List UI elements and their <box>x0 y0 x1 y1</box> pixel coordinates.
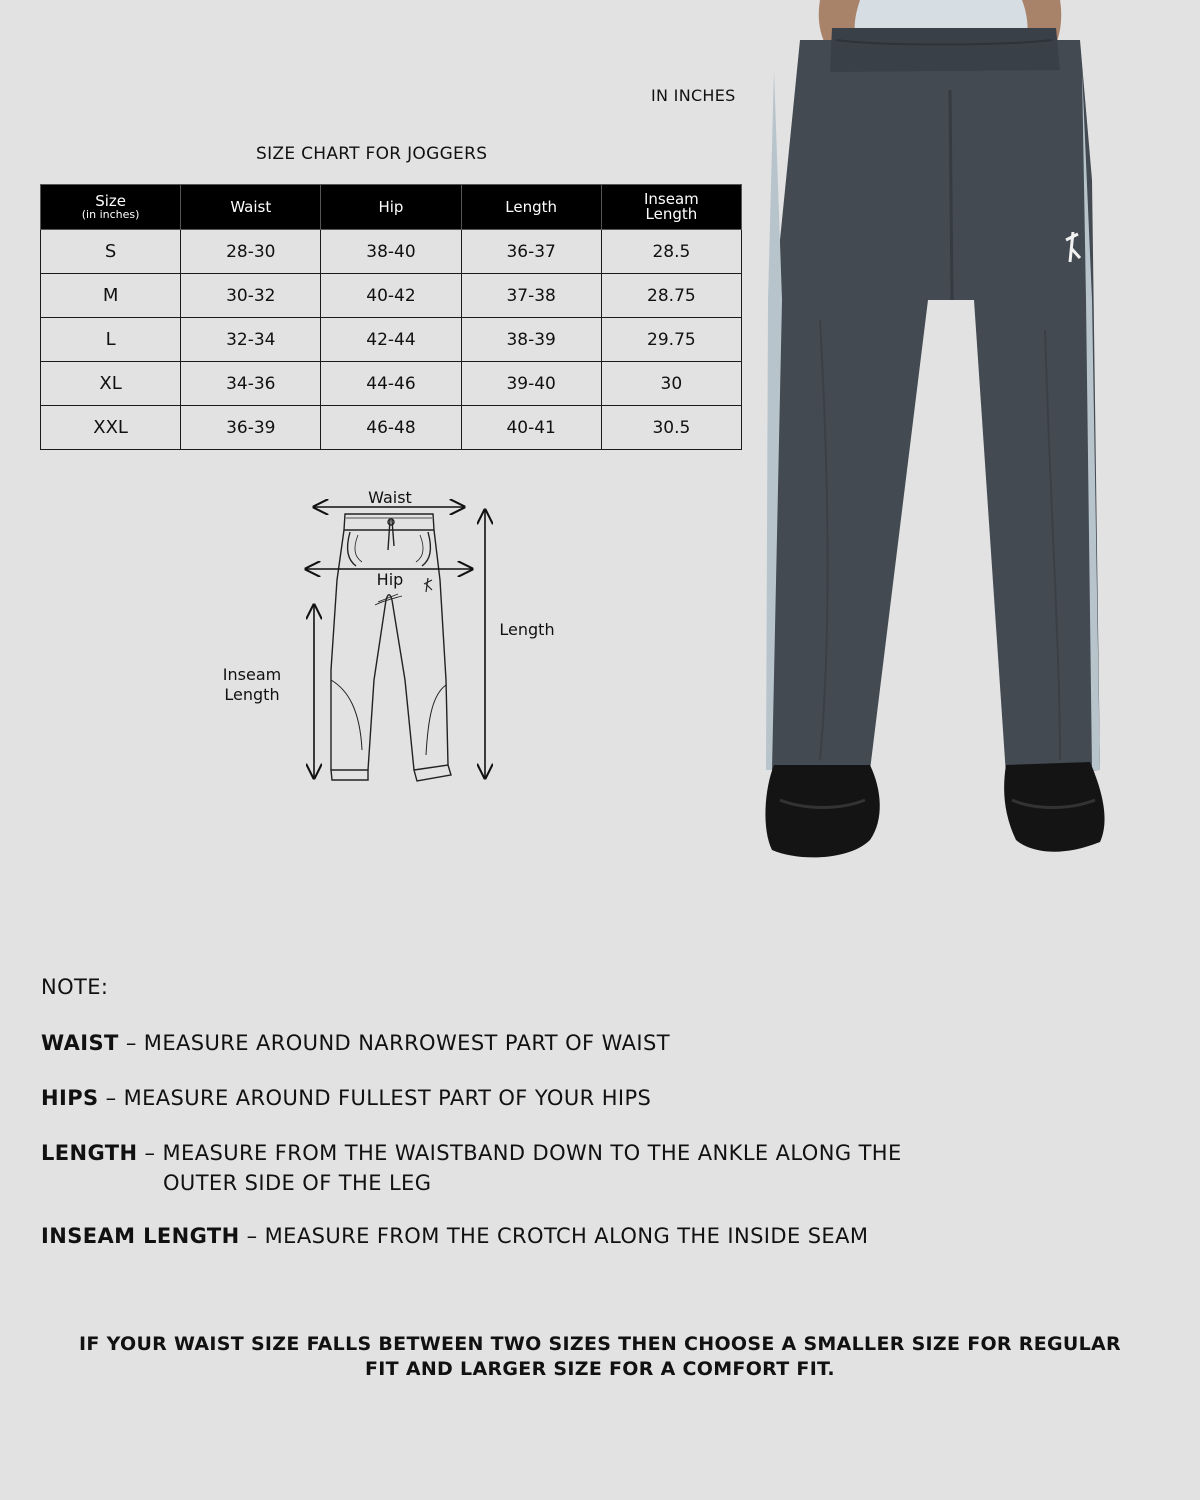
fit-advice: IF YOUR WAIST SIZE FALLS BETWEEN TWO SIZES THEN CHOOSE A SMALLER SIZE FOR REGULAR FIT AND LARGER SIZE FOR A COMFORT FIT. <box>79 1333 1121 1380</box>
hip-label: Hip <box>376 570 404 589</box>
cell-length: 40-41 <box>461 406 601 450</box>
cell-size: XXL <box>41 406 181 450</box>
cell-hip: 40-42 <box>321 274 461 318</box>
note-hips: HIPS – MEASURE AROUND FULLEST PART OF YOUR HIPS <box>41 1086 652 1110</box>
table-row <box>41 230 742 274</box>
waist-label: Waist <box>368 488 412 507</box>
cell-hip: 44-46 <box>321 362 461 406</box>
table-row <box>41 274 742 318</box>
table-row <box>41 362 742 406</box>
cell-waist: 32-34 <box>181 318 321 362</box>
cell-hip: 46-48 <box>321 406 461 450</box>
table-header-row <box>41 185 742 230</box>
table-row <box>41 318 742 362</box>
cell-inseam: 30.5 <box>601 406 741 450</box>
cell-size: M <box>41 274 181 318</box>
cell-waist: 30-32 <box>181 274 321 318</box>
cell-inseam: 30 <box>601 362 741 406</box>
cell-size: L <box>41 318 181 362</box>
cell-length: 37-38 <box>461 274 601 318</box>
cell-inseam: 29.75 <box>601 318 741 362</box>
cell-size: XL <box>41 362 181 406</box>
size-table <box>40 184 742 450</box>
cell-waist: 28-30 <box>181 230 321 274</box>
model-wearing-joggers <box>760 0 1120 870</box>
table-row <box>41 406 742 450</box>
product-photo <box>760 0 1120 870</box>
inseam-label: Inseam Length <box>222 665 282 704</box>
chart-title: SIZE CHART FOR JOGGERS <box>256 144 488 164</box>
jogger-outline-illustration <box>200 480 580 800</box>
cell-hip: 42-44 <box>321 318 461 362</box>
cell-hip: 38-40 <box>321 230 461 274</box>
header-inseam: Inseam Length <box>601 185 741 230</box>
note-waist: WAIST – MEASURE AROUND NARROWEST PART OF WAIST <box>41 1031 670 1055</box>
header-waist: Waist <box>181 185 321 230</box>
cell-length: 38-39 <box>461 318 601 362</box>
notes-heading: NOTE: <box>41 975 109 999</box>
header-length: Length <box>461 185 601 230</box>
cell-size: S <box>41 230 181 274</box>
cell-length: 39-40 <box>461 362 601 406</box>
header-size: Size (in inches) <box>41 185 181 230</box>
cell-inseam: 28.75 <box>601 274 741 318</box>
cell-length: 36-37 <box>461 230 601 274</box>
cell-waist: 34-36 <box>181 362 321 406</box>
header-hip: Hip <box>321 185 461 230</box>
note-length: LENGTH – MEASURE FROM THE WAISTBAND DOWN TO THE ANKLE ALONG THE OUTER SIDE OF THE LEG <box>41 1141 902 1195</box>
units-label: IN INCHES <box>651 86 736 105</box>
measurement-diagram <box>200 480 580 800</box>
length-label: Length <box>499 620 555 639</box>
cell-waist: 36-39 <box>181 406 321 450</box>
cell-inseam: 28.5 <box>601 230 741 274</box>
note-inseam: INSEAM LENGTH – MEASURE FROM THE CROTCH ALONG THE INSIDE SEAM <box>41 1224 869 1248</box>
